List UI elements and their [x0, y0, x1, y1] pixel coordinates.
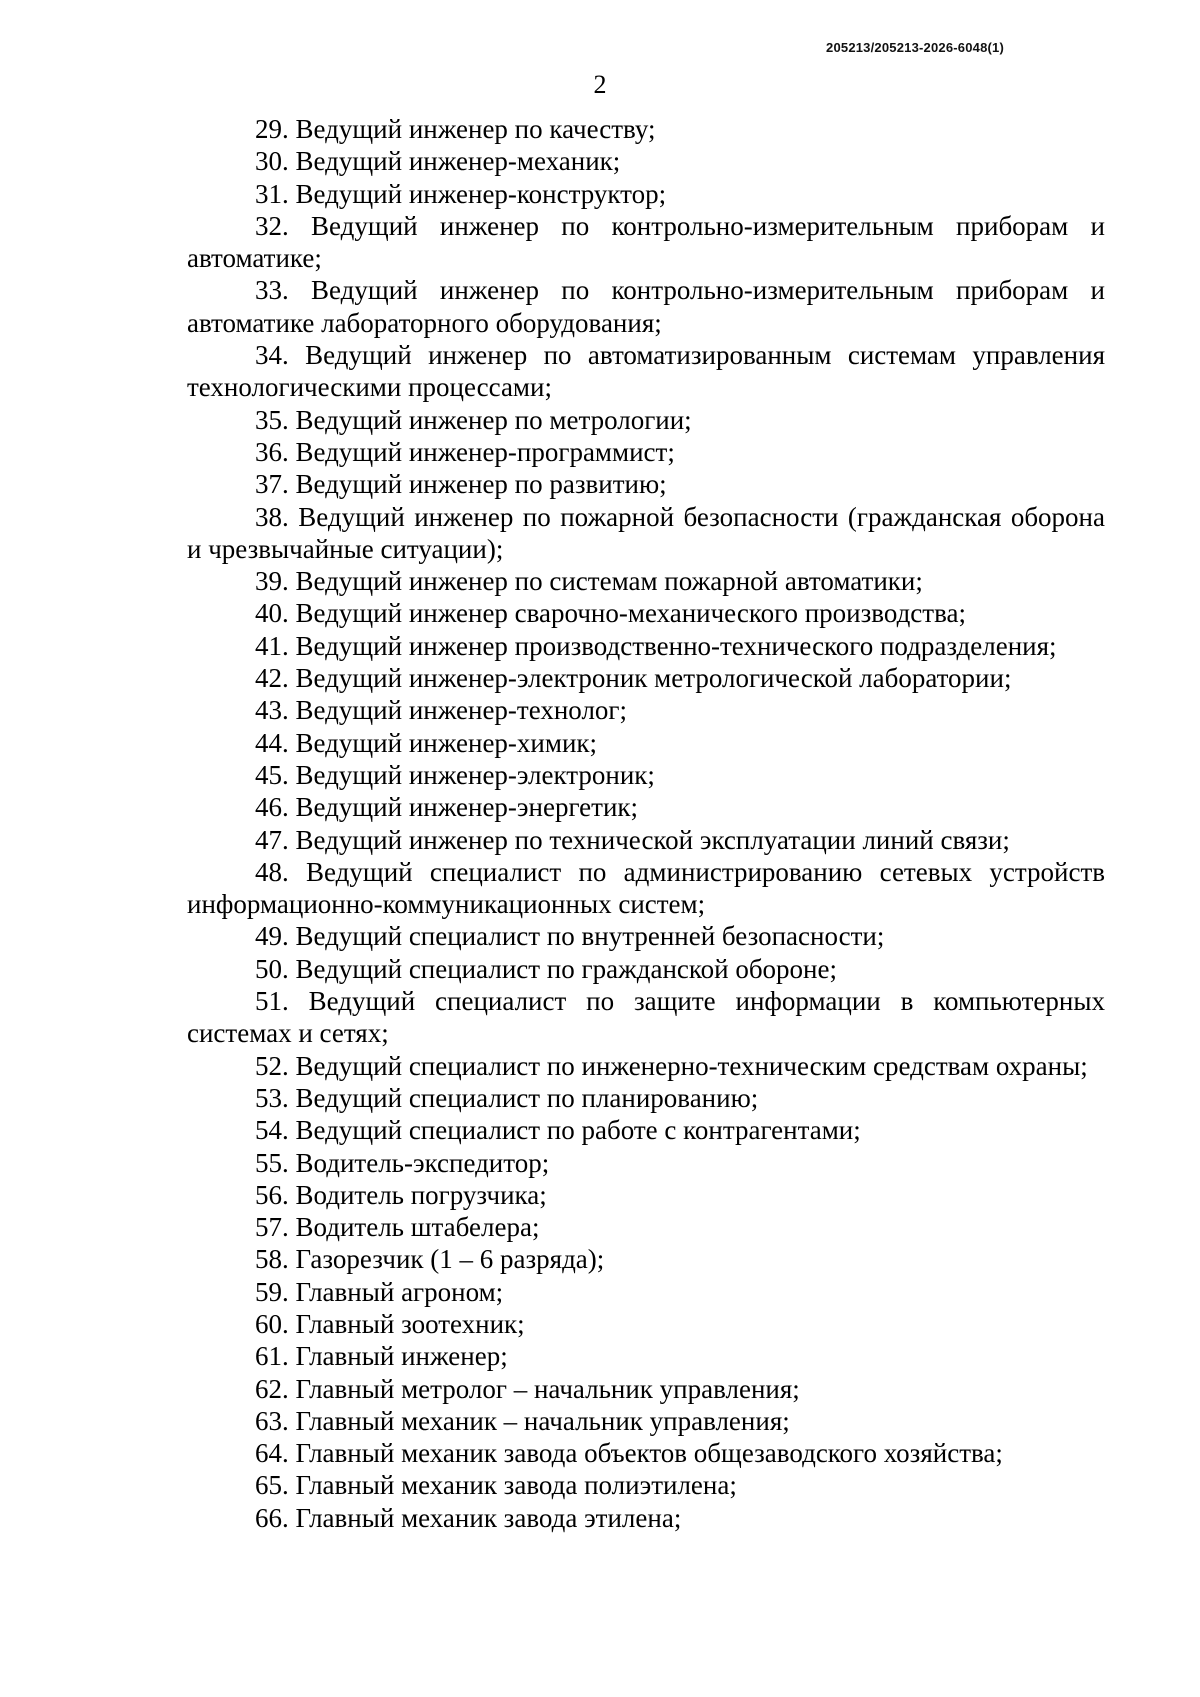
list-item: 39. Ведущий инженер по системам пожарной автоматики; [255, 566, 923, 597]
list-item: 55. Водитель-экспедитор; [255, 1147, 550, 1178]
list-item: 49. Ведущий специалист по внутренней безопасности; [255, 921, 885, 952]
list-item: 50. Ведущий специалист по гражданской обороне; [255, 953, 837, 984]
list-item: 64. Главный механик завода объектов общезаводского хозяйства; [255, 1438, 1003, 1469]
list-item: 62. Главный метролог – начальник управления; [255, 1373, 800, 1404]
list-item: 38. Ведущий инженер по пожарной безопасности (гражданская оборона и чрезвычайные ситуации); [187, 501, 1105, 564]
list-item: 48. Ведущий специалист по администрированию сетевых устройств информационно-коммуникационных систем; [187, 856, 1105, 920]
list-item: 36. Ведущий инженер-программист; [255, 436, 675, 467]
list-item: 47. Ведущий инженер по технической эксплуатации линий связи; [255, 824, 1010, 855]
list-item: 37. Ведущий инженер по развитию; [255, 469, 667, 500]
document-code: 205213/205213-2026-6048(1) [826, 40, 1004, 55]
page-number: 2 [593, 70, 607, 99]
list-item: 32. Ведущий инженер по контрольно-измерительным приборам и автоматике; [187, 210, 1105, 274]
list-item: 44. Ведущий инженер-химик; [255, 727, 598, 758]
list-item: 42. Ведущий инженер-электроник метрологической лаборатории; [255, 663, 1012, 694]
position-list [187, 113, 1105, 1534]
list-item: 41. Ведущий инженер производственно-технического подразделения; [255, 630, 1057, 661]
list-item: 61. Главный инженер; [255, 1341, 508, 1372]
list-item: 53. Ведущий специалист по планированию; [255, 1082, 759, 1113]
list-item: 59. Главный агроном; [255, 1276, 504, 1307]
list-item: 51. Ведущий специалист по защите информации в компьютерных системах и сетях; [187, 986, 1105, 1049]
list-item: 45. Ведущий инженер-электроник; [255, 759, 655, 790]
list-item: 63. Главный механик – начальник управления; [255, 1405, 790, 1436]
list-item: 29. Ведущий инженер по качеству; [255, 114, 656, 144]
list-item: 46. Ведущий инженер-энергетик; [255, 792, 639, 823]
list-item: 52. Ведущий специалист по инженерно-техническим средствам охраны; [255, 1050, 1088, 1081]
list-item: 31. Ведущий инженер-конструктор; [255, 178, 667, 209]
list-item: 56. Водитель погрузчика; [255, 1179, 547, 1210]
list-item: 65. Главный механик завода полиэтилена; [255, 1470, 737, 1501]
list-item: 40. Ведущий инженер сварочно-механического производства; [255, 598, 966, 629]
list-item: 58. Газорезчик (1 – 6 разряда); [255, 1244, 605, 1275]
list-item: 60. Главный зоотехник; [255, 1308, 525, 1339]
list-item: 66. Главный механик завода этилена; [255, 1502, 682, 1533]
list-item: 30. Ведущий инженер-механик; [255, 146, 621, 177]
list-item: 57. Водитель штабелера; [255, 1212, 540, 1243]
list-item: 54. Ведущий специалист по работе с контрагентами; [255, 1115, 861, 1146]
list-item: 34. Ведущий инженер по автоматизированным системам управления технологическими процессами; [187, 340, 1105, 403]
list-item: 35. Ведущий инженер по метрологии; [255, 404, 692, 435]
list-item: 43. Ведущий инженер-технолог; [255, 695, 627, 726]
list-item: 33. Ведущий инженер по контрольно-измерительным приборам и автоматике лабораторного оборудования; [187, 275, 1105, 338]
